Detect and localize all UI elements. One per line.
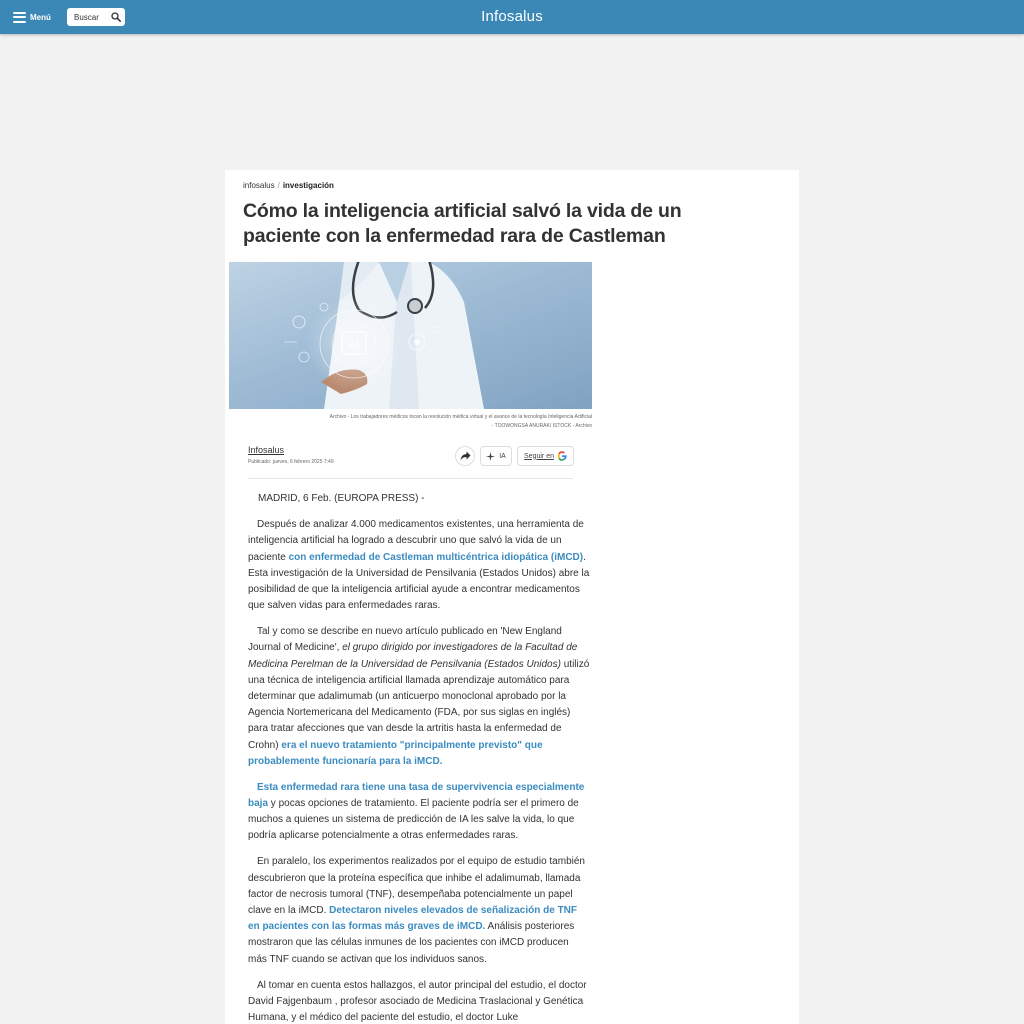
sparkle-icon: [486, 452, 495, 461]
castleman-link[interactable]: con enfermedad de Castleman multicéntrica idiopática (iMCD): [288, 551, 584, 563]
paragraph-5: [248, 978, 590, 1024]
share-button[interactable]: [455, 446, 475, 466]
follow-on-google-button[interactable]: [517, 446, 574, 466]
menu-label: Menú: [30, 12, 51, 22]
breadcrumb: [243, 181, 334, 190]
paragraph-text: Tal y como se describe en nuevo artículo publicado en 'New England Journal of Medicine',: [248, 626, 562, 654]
doctor-ai-illustration: [229, 262, 592, 409]
top-navigation-bar: [0, 0, 1024, 34]
paragraph-text: En paralelo, los experimentos realizados por el equipo de estudio también descubrieron que la proteína específica que inhibe el adalimumab, llamada factor de necrosis tumoral (TNF), desempeñaba potencialmente un papel clave en la iMCD.: [248, 856, 585, 917]
dateline: MADRID, 6 Feb. (EUROPA PRESS) -: [258, 493, 425, 504]
treatment-link[interactable]: era el nuevo tratamiento "principalmente previsto" que probablemente funcionaría para la iMCD.: [248, 739, 543, 767]
site-logo[interactable]: Infosalus: [481, 8, 543, 25]
image-caption: [243, 413, 592, 431]
paragraph-1: [248, 517, 590, 614]
search-placeholder: Buscar: [74, 12, 99, 22]
paragraph-text: Después de analizar 4.000 medicamentos existentes, una herramienta de inteligencia artificial ha logrado a descubrir uno que salvó la vida de un paciente: [248, 519, 584, 563]
article-container: [225, 170, 799, 1024]
paragraph-text: utilizó una técnica de inteligencia artificial llamada aprendizaje automático para determinar que adalimumab (un anticuerpo monoclonal aprobado por la Agencia Nortemericana del Medicamento (FDA, por sus siglas en inglés) para tratar afecciones que van desde la artritis hasta la enfermedad de Crohn): [248, 658, 590, 751]
paragraph-2: [248, 624, 590, 770]
paragraph-4: [248, 854, 590, 967]
breadcrumb-current[interactable]: investigación: [282, 181, 334, 190]
breadcrumb-separator: /: [277, 181, 280, 190]
paragraph-text: . Esta investigación de la Universidad de Pensilvania (Estados Unidos) abre la posibilidad de que la inteligencia artificial ayude a encontrar medicamentos que salven vidas para enfermedades raras.: [248, 551, 590, 612]
article-title: Cómo la inteligencia artificial salvó la vida de un paciente con la enfermedad rara de Castleman: [243, 200, 682, 247]
author-link[interactable]: Infosalus: [248, 445, 285, 455]
survival-rate-link[interactable]: Esta enfermedad rara tiene una tasa de supervivencia especialmente baja: [248, 781, 585, 810]
tnf-levels-link[interactable]: Detectaron niveles elevados de señalización de TNF en pacientes con las formas más graves de iMCD.: [248, 905, 578, 933]
ai-chip-label: AI: [348, 340, 360, 351]
paragraph-text: Análisis posteriores mostraron que las células inmunes de los pacientes con iMCD producen más TNF cuando se activan que los individuos sanos.: [248, 921, 575, 965]
ai-summary-label: IA: [499, 452, 506, 460]
ai-summary-button[interactable]: [480, 446, 512, 466]
follow-label: Seguir en: [524, 452, 554, 460]
paragraph-emphasis: el grupo dirigido por investigadores de la Facultad de Medicina Perelman de la Universidad de Pensilvania (Estados Unidos): [248, 642, 578, 670]
share-icon: [460, 451, 471, 461]
publish-date: Publicado: jueves, 6 febrero 2025 7:49: [248, 459, 334, 465]
paragraph-text: Al tomar en cuenta estos hallazgos, el autor principal del estudio, el doctor David Fajgenbaum , profesor asociado de Medicina Traslacional y Genética Humana, y el médico del paciente del estudio, el doctor Luke: [248, 979, 587, 1024]
google-icon: [557, 451, 567, 461]
article-byline: [248, 445, 573, 479]
image-caption-line-1: Archivo - Los trabajadores médicos tocan la revolución médica virtual y el avance de la tecnología Inteligencia Artificial: [329, 414, 592, 420]
breadcrumb-home[interactable]: infosalus: [243, 181, 275, 190]
image-caption-line-2: - TOOWONGSA ANURAK/ ISTOCK - Archivo: [491, 423, 592, 429]
paragraph-3: [248, 780, 590, 845]
paragraph-text: y pocas opciones de tratamiento. El paciente podría ser el primero de muchos a quienes un sistema de predicción de IA les salve la vida, lo que podría aplicarse potencialmente a otras enfermedades raras.: [248, 798, 579, 842]
article-image: [229, 262, 592, 409]
article-body: [248, 488, 590, 1024]
